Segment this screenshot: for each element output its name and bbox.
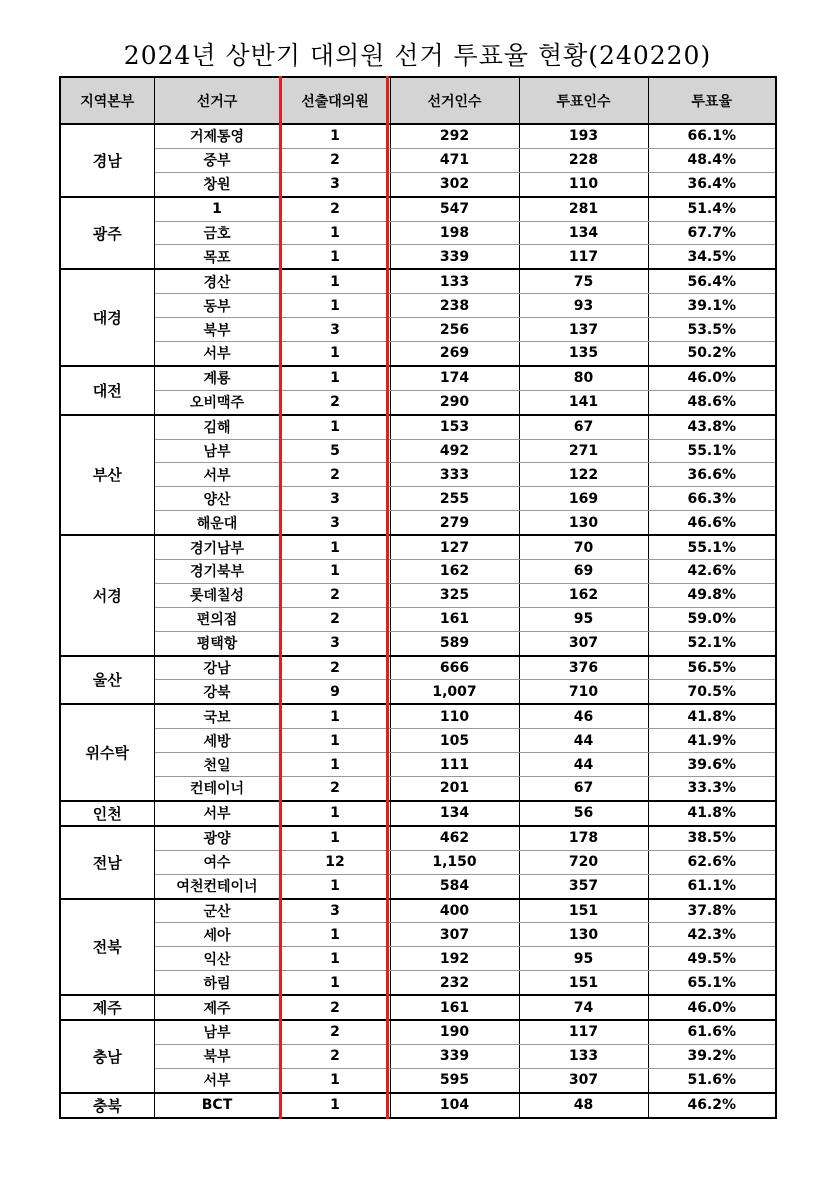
turnout-cell: 55.1% (648, 439, 776, 463)
electors-cell: 104 (390, 1093, 519, 1118)
electors-cell: 133 (390, 269, 519, 293)
electors-cell: 589 (390, 631, 519, 655)
voters-cell: 151 (519, 899, 648, 923)
electors-cell: 666 (390, 656, 519, 680)
turnout-cell: 46.2% (648, 1093, 776, 1118)
district-cell: 북부 (154, 1044, 280, 1068)
region-cell: 위수탁 (60, 704, 154, 801)
table-row (60, 269, 776, 293)
delegates-cell: 2 (280, 148, 390, 172)
district-cell: 세방 (154, 729, 280, 753)
table-row (60, 439, 776, 463)
electors-cell: 134 (390, 801, 519, 826)
voters-cell: 307 (519, 1068, 648, 1092)
delegates-cell: 2 (280, 777, 390, 801)
delegates-cell: 1 (280, 1068, 390, 1092)
electors-cell: 201 (390, 777, 519, 801)
turnout-cell: 56.5% (648, 656, 776, 680)
electors-cell: 471 (390, 148, 519, 172)
delegates-cell: 1 (280, 704, 390, 728)
turnout-cell: 70.5% (648, 680, 776, 704)
table-row (60, 729, 776, 753)
turnout-cell: 33.3% (648, 777, 776, 801)
delegates-cell: 5 (280, 439, 390, 463)
delegates-cell: 3 (280, 487, 390, 511)
delegates-cell: 1 (280, 415, 390, 439)
voters-cell: 75 (519, 269, 648, 293)
electors-cell: 256 (390, 318, 519, 342)
district-cell: 남부 (154, 1020, 280, 1044)
delegates-cell: 1 (280, 801, 390, 826)
voters-cell: 178 (519, 826, 648, 850)
voters-cell: 110 (519, 172, 648, 196)
district-cell: 양산 (154, 487, 280, 511)
voters-cell: 69 (519, 560, 648, 584)
voters-cell: 67 (519, 777, 648, 801)
turnout-cell: 56.4% (648, 269, 776, 293)
voters-cell: 228 (519, 148, 648, 172)
electors-cell: 110 (390, 704, 519, 728)
district-cell: 1 (154, 197, 280, 221)
region-cell: 서경 (60, 535, 154, 655)
electors-cell: 307 (390, 923, 519, 947)
voters-cell: 193 (519, 124, 648, 148)
table-row (60, 294, 776, 318)
voters-cell: 44 (519, 753, 648, 777)
voters-cell: 137 (519, 318, 648, 342)
delegates-cell: 3 (280, 511, 390, 535)
delegates-cell: 2 (280, 607, 390, 631)
electors-cell: 302 (390, 172, 519, 196)
delegates-cell: 1 (280, 874, 390, 898)
turnout-cell: 51.6% (648, 1068, 776, 1092)
electors-cell: 153 (390, 415, 519, 439)
electors-cell: 111 (390, 753, 519, 777)
electors-cell: 174 (390, 366, 519, 390)
table-row (60, 415, 776, 439)
region-cell: 경남 (60, 124, 154, 197)
table-row (60, 318, 776, 342)
district-cell: 서부 (154, 801, 280, 826)
table-row (60, 390, 776, 414)
district-cell: 경산 (154, 269, 280, 293)
voters-cell: 720 (519, 850, 648, 874)
turnout-cell: 61.1% (648, 874, 776, 898)
region-cell: 부산 (60, 415, 154, 535)
table-row (60, 607, 776, 631)
table-row (60, 753, 776, 777)
electors-cell: 255 (390, 487, 519, 511)
table-header-row (60, 77, 776, 124)
district-cell: 군산 (154, 899, 280, 923)
district-cell: 창원 (154, 172, 280, 196)
electors-cell: 333 (390, 463, 519, 487)
table-row (60, 463, 776, 487)
voters-cell: 151 (519, 971, 648, 995)
table-row (60, 1093, 776, 1118)
turnout-cell: 48.4% (648, 148, 776, 172)
turnout-table-wrapper (59, 76, 775, 1119)
district-cell: 경기남부 (154, 535, 280, 559)
table-row (60, 971, 776, 995)
voters-cell: 357 (519, 874, 648, 898)
table-row (60, 777, 776, 801)
turnout-cell: 37.8% (648, 899, 776, 923)
region-cell: 충남 (60, 1020, 154, 1093)
table-row (60, 560, 776, 584)
table-row (60, 656, 776, 680)
delegates-cell: 3 (280, 631, 390, 655)
electors-cell: 198 (390, 221, 519, 245)
header-electors: 선거인수 (390, 77, 519, 124)
delegates-cell: 1 (280, 560, 390, 584)
electors-cell: 492 (390, 439, 519, 463)
delegates-cell: 1 (280, 923, 390, 947)
electors-cell: 325 (390, 583, 519, 607)
electors-cell: 339 (390, 1044, 519, 1068)
turnout-cell: 48.6% (648, 390, 776, 414)
voters-cell: 74 (519, 995, 648, 1020)
delegates-cell: 1 (280, 342, 390, 366)
delegates-cell: 3 (280, 318, 390, 342)
turnout-cell: 34.5% (648, 245, 776, 269)
region-cell: 대경 (60, 269, 154, 366)
header-delegates: 선출대의원 (280, 77, 390, 124)
voters-cell: 122 (519, 463, 648, 487)
district-cell: 여수 (154, 850, 280, 874)
voters-cell: 133 (519, 1044, 648, 1068)
electors-cell: 190 (390, 1020, 519, 1044)
electors-cell: 595 (390, 1068, 519, 1092)
turnout-cell: 66.3% (648, 487, 776, 511)
district-cell: 국보 (154, 704, 280, 728)
electors-cell: 161 (390, 607, 519, 631)
turnout-cell: 55.1% (648, 535, 776, 559)
table-row (60, 1020, 776, 1044)
district-cell: 여천컨테이너 (154, 874, 280, 898)
delegates-cell: 1 (280, 753, 390, 777)
voters-cell: 281 (519, 197, 648, 221)
electors-cell: 162 (390, 560, 519, 584)
delegates-cell: 1 (280, 947, 390, 971)
district-cell: 세아 (154, 923, 280, 947)
table-row (60, 342, 776, 366)
region-cell: 제주 (60, 995, 154, 1020)
turnout-cell: 41.8% (648, 801, 776, 826)
table-row (60, 923, 776, 947)
voters-cell: 376 (519, 656, 648, 680)
table-row (60, 631, 776, 655)
table-row (60, 245, 776, 269)
turnout-cell: 41.8% (648, 704, 776, 728)
delegates-cell: 1 (280, 729, 390, 753)
turnout-cell: 39.1% (648, 294, 776, 318)
district-cell: 경기북부 (154, 560, 280, 584)
table-row (60, 874, 776, 898)
voters-cell: 95 (519, 947, 648, 971)
voters-cell: 307 (519, 631, 648, 655)
electors-cell: 232 (390, 971, 519, 995)
voters-cell: 130 (519, 923, 648, 947)
district-cell: 서부 (154, 1068, 280, 1092)
delegates-cell: 9 (280, 680, 390, 704)
electors-cell: 238 (390, 294, 519, 318)
turnout-cell: 36.4% (648, 172, 776, 196)
district-cell: 계룡 (154, 366, 280, 390)
district-cell: 북부 (154, 318, 280, 342)
region-cell: 울산 (60, 656, 154, 705)
district-cell: 중부 (154, 148, 280, 172)
table-row (60, 826, 776, 850)
table-row (60, 801, 776, 826)
table-row (60, 680, 776, 704)
delegates-cell: 3 (280, 172, 390, 196)
district-cell: 목포 (154, 245, 280, 269)
turnout-cell: 46.6% (648, 511, 776, 535)
table-row (60, 535, 776, 559)
district-cell: 익산 (154, 947, 280, 971)
delegates-cell: 2 (280, 1020, 390, 1044)
region-cell: 대전 (60, 366, 154, 415)
voters-cell: 46 (519, 704, 648, 728)
table-row (60, 899, 776, 923)
table-row (60, 583, 776, 607)
district-cell: 광양 (154, 826, 280, 850)
delegates-cell: 1 (280, 124, 390, 148)
voters-cell: 80 (519, 366, 648, 390)
table-row (60, 148, 776, 172)
turnout-cell: 53.5% (648, 318, 776, 342)
district-cell: 평택항 (154, 631, 280, 655)
header-region: 지역본부 (60, 77, 154, 124)
table-row (60, 1068, 776, 1092)
voters-cell: 710 (519, 680, 648, 704)
page-title: 2024년 상반기 대의원 선거 투표율 현황(240220) (123, 41, 712, 70)
table-row (60, 487, 776, 511)
region-cell: 전북 (60, 899, 154, 996)
district-cell: 해운대 (154, 511, 280, 535)
district-cell: BCT (154, 1093, 280, 1118)
voters-cell: 56 (519, 801, 648, 826)
electors-cell: 339 (390, 245, 519, 269)
district-cell: 천일 (154, 753, 280, 777)
turnout-cell: 38.5% (648, 826, 776, 850)
voters-cell: 70 (519, 535, 648, 559)
turnout-cell: 42.3% (648, 923, 776, 947)
table-row (60, 172, 776, 196)
voters-cell: 271 (519, 439, 648, 463)
voters-cell: 48 (519, 1093, 648, 1118)
district-cell: 남부 (154, 439, 280, 463)
district-cell: 하림 (154, 971, 280, 995)
turnout-cell: 50.2% (648, 342, 776, 366)
electors-cell: 1,150 (390, 850, 519, 874)
delegates-cell: 2 (280, 390, 390, 414)
electors-cell: 279 (390, 511, 519, 535)
delegates-cell: 1 (280, 245, 390, 269)
delegates-cell: 12 (280, 850, 390, 874)
delegates-cell: 1 (280, 366, 390, 390)
table-row (60, 1044, 776, 1068)
delegates-cell: 2 (280, 197, 390, 221)
district-cell: 김해 (154, 415, 280, 439)
region-cell: 광주 (60, 197, 154, 270)
voters-cell: 67 (519, 415, 648, 439)
turnout-cell: 49.8% (648, 583, 776, 607)
voters-cell: 130 (519, 511, 648, 535)
delegates-cell: 2 (280, 995, 390, 1020)
delegates-cell: 1 (280, 1093, 390, 1118)
region-cell: 전남 (60, 826, 154, 899)
delegates-cell: 2 (280, 1044, 390, 1068)
electors-cell: 1,007 (390, 680, 519, 704)
header-voters: 투표인수 (519, 77, 648, 124)
header-turnout: 투표율 (648, 77, 776, 124)
voters-cell: 117 (519, 1020, 648, 1044)
electors-cell: 192 (390, 947, 519, 971)
electors-cell: 292 (390, 124, 519, 148)
table-row (60, 366, 776, 390)
table-row (60, 995, 776, 1020)
turnout-cell: 59.0% (648, 607, 776, 631)
table-row (60, 704, 776, 728)
voters-cell: 134 (519, 221, 648, 245)
table-row (60, 947, 776, 971)
district-cell: 강남 (154, 656, 280, 680)
delegates-cell: 1 (280, 971, 390, 995)
delegates-cell: 1 (280, 294, 390, 318)
delegates-cell: 1 (280, 221, 390, 245)
table-row (60, 511, 776, 535)
electors-cell: 400 (390, 899, 519, 923)
region-cell: 충북 (60, 1093, 154, 1118)
turnout-cell: 65.1% (648, 971, 776, 995)
turnout-cell: 39.6% (648, 753, 776, 777)
table-row (60, 124, 776, 148)
turnout-cell: 43.8% (648, 415, 776, 439)
voters-cell: 117 (519, 245, 648, 269)
turnout-cell: 42.6% (648, 560, 776, 584)
delegates-cell: 1 (280, 535, 390, 559)
voters-cell: 44 (519, 729, 648, 753)
turnout-cell: 62.6% (648, 850, 776, 874)
delegates-cell: 3 (280, 899, 390, 923)
turnout-cell: 41.9% (648, 729, 776, 753)
delegates-cell: 2 (280, 656, 390, 680)
table-row (60, 850, 776, 874)
voters-cell: 141 (519, 390, 648, 414)
electors-cell: 161 (390, 995, 519, 1020)
district-cell: 오비맥주 (154, 390, 280, 414)
voters-cell: 93 (519, 294, 648, 318)
delegates-cell: 2 (280, 463, 390, 487)
district-cell: 제주 (154, 995, 280, 1020)
voters-cell: 162 (519, 583, 648, 607)
electors-cell: 547 (390, 197, 519, 221)
electors-cell: 127 (390, 535, 519, 559)
district-cell: 롯데칠성 (154, 583, 280, 607)
district-cell: 동부 (154, 294, 280, 318)
turnout-cell: 52.1% (648, 631, 776, 655)
district-cell: 편의점 (154, 607, 280, 631)
voters-cell: 135 (519, 342, 648, 366)
turnout-cell: 39.2% (648, 1044, 776, 1068)
district-cell: 강북 (154, 680, 280, 704)
table-body (60, 124, 776, 1118)
table-row (60, 197, 776, 221)
district-cell: 컨테이너 (154, 777, 280, 801)
voters-cell: 169 (519, 487, 648, 511)
delegates-cell: 2 (280, 583, 390, 607)
district-cell: 거제통영 (154, 124, 280, 148)
turnout-cell: 46.0% (648, 995, 776, 1020)
electors-cell: 105 (390, 729, 519, 753)
voters-cell: 95 (519, 607, 648, 631)
delegates-cell: 1 (280, 269, 390, 293)
turnout-cell: 67.7% (648, 221, 776, 245)
table-row (60, 221, 776, 245)
turnout-cell: 49.5% (648, 947, 776, 971)
electors-cell: 290 (390, 390, 519, 414)
turnout-cell: 46.0% (648, 366, 776, 390)
turnout-cell: 66.1% (648, 124, 776, 148)
district-cell: 금호 (154, 221, 280, 245)
turnout-table (59, 76, 777, 1119)
turnout-cell: 61.6% (648, 1020, 776, 1044)
region-cell: 인천 (60, 801, 154, 826)
electors-cell: 462 (390, 826, 519, 850)
header-district: 선거구 (154, 77, 280, 124)
turnout-cell: 36.6% (648, 463, 776, 487)
turnout-cell: 51.4% (648, 197, 776, 221)
delegates-cell: 1 (280, 826, 390, 850)
district-cell: 서부 (154, 463, 280, 487)
electors-cell: 584 (390, 874, 519, 898)
electors-cell: 269 (390, 342, 519, 366)
district-cell: 서부 (154, 342, 280, 366)
